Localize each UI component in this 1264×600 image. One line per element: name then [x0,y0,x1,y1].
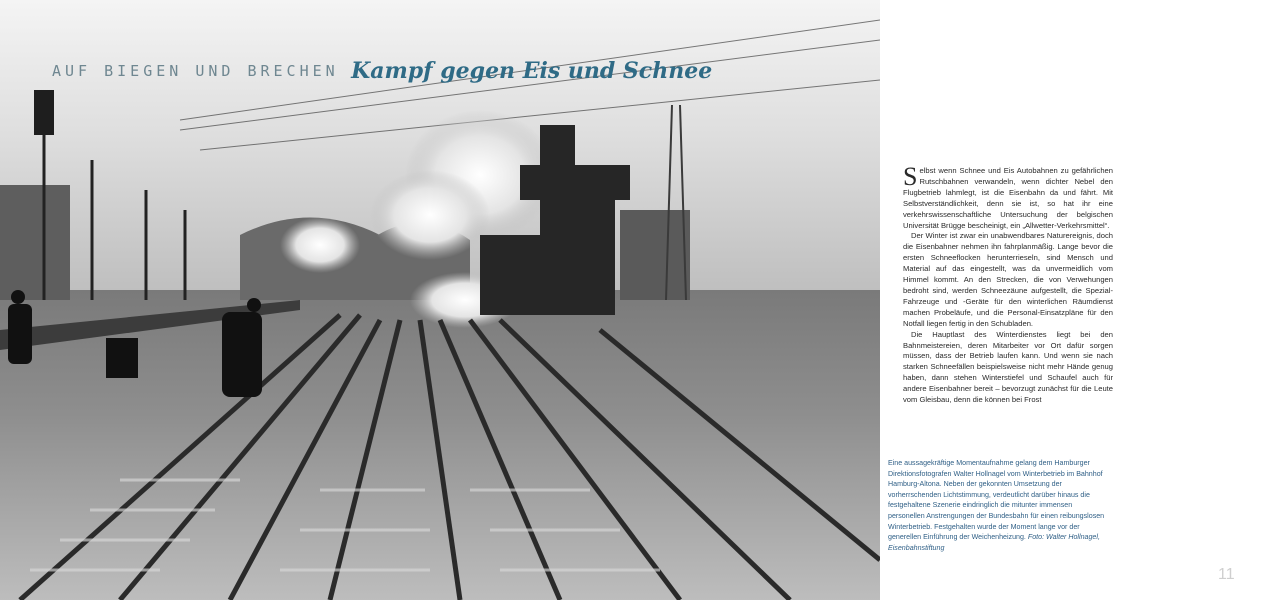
body-paragraph-1-text: elbst wenn Schnee und Eis Autobahnen zu gefährlichen Rutschbahnen verwandeln, wenn dichter Nebel den Flugbetrieb lahmlegt, ist die Eisenbahn da und fährt. Mit Selbstverständlichkeit, denn sie ist, so hat ihr eine verkehrswissenschaftliche Untersuchung der belgischen Universität Brügge bescheinigt, ein „Allwetter-Verkehrsmittel“. [903,166,1113,230]
photo-credit: Foto: Walter Hollnagel, Eisenbahnstiftung [888,533,1100,552]
body-text-column [903,162,1113,406]
caption-text: Eine aussagekräftige Momentaufnahme gelang dem Hamburger Direktionsfotografen Walter Hollnagel vom Winterbetrieb im Bahnhof Hamburg-Altona. Neben der gekonnten Umsetzung der vorherrschenden Lichtstimmung, verdeutlicht darüber hinaus die festgehaltene Szenerie eindringlich die mitunter immensen personellen Anstrengungen der Bundesbahn für einen reibungslosen Winterbetrieb. Festgehalten wurde der Moment lange vor der generellen Einführung der Weichenheizung. [888,459,1105,542]
chapter-title: Kampf gegen Eis und Schnee [351,58,713,84]
chapter-kicker: AUF BIEGEN UND BRECHEN [52,62,339,80]
body-paragraph-2: Der Winter ist zwar ein unabwendbares Naturereignis, doch die Eisenbahner nehmen ihn fahrplanmäßig. Lange bevor die ersten Schneeflocken herunterrieseln, sind Mensch und Material auf das eingestellt, was da unvermeidlich vom Himmel kommt. An den Strecken, die von Verwehungen bedroht sind, werden Schneezäune aufgestellt, die Spezial-Fahrzeuge und -Geräte für den winterlichen Räumdienst machen Probeläufe, und die Personal-Einsatzpläne für den Notfall liegen fertig in den Schubladen. [903,231,1113,328]
chapter-heading [52,58,712,84]
page-number: 11 [1218,566,1235,583]
drop-cap: S [903,162,918,191]
body-paragraph-3: Die Hauptlast des Winterdienstes liegt bei den Bahnmeistereien, deren Mitarbeiter vor Ort dafür sorgen müssen, dass der Betrieb laufen kann. Und wenn sie nach starken Schneefällen beispielsweise nicht mehr Hände genug haben, dann stehen Winterstiefel und Schaufel auch für andere Eisenbahner bereit – bevorzugt zunächst für die Leute vom Gleisbau, denn die können bei Frost [903,329,1113,405]
photo-caption [888,458,1108,553]
body-paragraph-1 [903,162,1113,231]
